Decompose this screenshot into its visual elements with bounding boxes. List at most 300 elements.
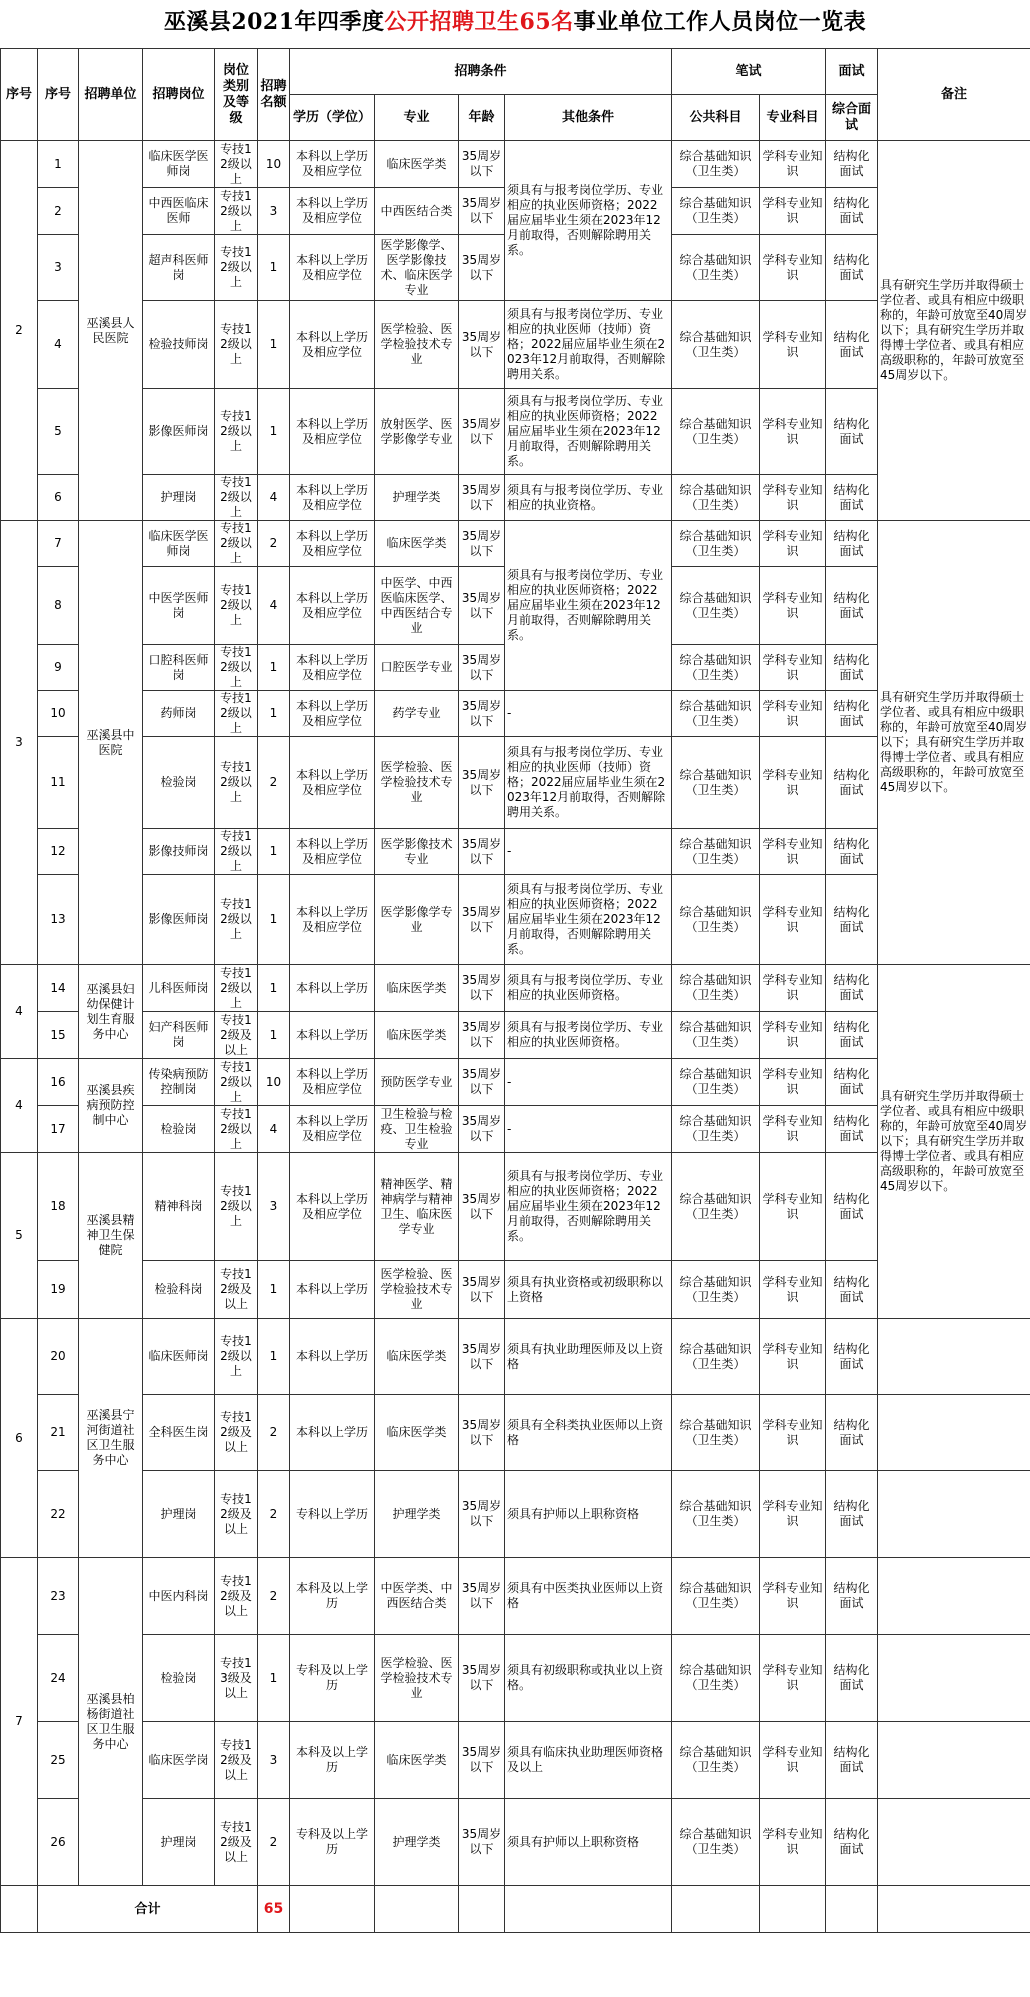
education: 本科以上学历及相应学位	[290, 829, 375, 875]
interview-type: 结构化面试	[826, 1722, 878, 1799]
header-seq-group: 序号	[1, 49, 38, 141]
interview-type: 结构化面试	[826, 389, 878, 475]
major: 临床医学类	[375, 521, 459, 567]
major: 卫生检验与检疫、卫生检验专业	[375, 1106, 459, 1153]
table-row	[1, 389, 1030, 475]
other-conditions: 须具有初级职称或执业以上资格。	[505, 1635, 672, 1722]
table-row	[1, 301, 1030, 389]
position-name: 检验岗	[143, 1635, 215, 1722]
interview-type: 结构化面试	[826, 301, 878, 389]
header-public-subject: 公共科目	[672, 95, 760, 141]
public-subject: 综合基础知识（卫生类）	[672, 1799, 760, 1886]
position-count: 4	[258, 567, 290, 645]
position-name: 临床医学岗	[143, 1722, 215, 1799]
other-conditions: 须具有与报考岗位学历、专业相应的执业医师资格；2022届应届毕业生须在2023年12月前取得，否则解除聘用关系。	[505, 521, 672, 691]
header-other: 其他条件	[505, 95, 672, 141]
major: 医学检验、医学检验技术专业	[375, 1635, 459, 1722]
prof-subject: 学科专业知识	[760, 1059, 826, 1106]
major: 护理学类	[375, 1799, 459, 1886]
public-subject: 综合基础知识（卫生类）	[672, 1319, 760, 1395]
header-category: 岗位类别及等级	[215, 49, 258, 141]
education: 本科以上学历及相应学位	[290, 389, 375, 475]
major: 临床医学类	[375, 1319, 459, 1395]
remark	[878, 1799, 1030, 1886]
interview-type: 结构化面试	[826, 1395, 878, 1471]
position-name: 临床医师岗	[143, 1319, 215, 1395]
age-limit: 35周岁以下	[459, 1799, 505, 1886]
public-subject: 综合基础知识（卫生类）	[672, 737, 760, 829]
total-empty	[375, 1886, 459, 1933]
remark: 具有研究生学历并取得硕士学位者、或具有相应中级职称的，年龄可放宽至40周岁以下；具有研究生学历并取得博士学位者、或具有相应高级职称的，年龄可放宽至45周岁以下。	[878, 965, 1030, 1319]
interview-type: 结构化面试	[826, 1261, 878, 1319]
major: 口腔医学专业	[375, 645, 459, 691]
position-category: 专技12级以上	[215, 235, 258, 301]
position-count: 1	[258, 235, 290, 301]
row-number: 11	[38, 737, 79, 829]
table-row	[1, 965, 1030, 1012]
interview-type: 结构化面试	[826, 965, 878, 1012]
recruiting-unit: 巫溪县宁河街道社区卫生服务中心	[79, 1319, 143, 1558]
table-row	[1, 1106, 1030, 1153]
total-empty	[672, 1886, 760, 1933]
recruiting-unit: 巫溪县柏杨街道社区卫生服务中心	[79, 1558, 143, 1886]
other-conditions: 须具有与报考岗位学历、专业相应的执业资格。	[505, 475, 672, 521]
row-number: 4	[38, 301, 79, 389]
public-subject: 综合基础知识（卫生类）	[672, 475, 760, 521]
prof-subject: 学科专业知识	[760, 301, 826, 389]
recruiting-unit: 巫溪县人民医院	[79, 141, 143, 521]
age-limit: 35周岁以下	[459, 141, 505, 188]
age-limit: 35周岁以下	[459, 737, 505, 829]
header-count: 招聘名额	[258, 49, 290, 141]
row-number: 21	[38, 1395, 79, 1471]
table-row	[1, 141, 1030, 188]
position-category: 专技12级以上	[215, 737, 258, 829]
major: 医学检验、医学检验技术专业	[375, 1261, 459, 1319]
public-subject: 综合基础知识（卫生类）	[672, 389, 760, 475]
total-empty	[459, 1886, 505, 1933]
prof-subject: 学科专业知识	[760, 1558, 826, 1635]
row-number: 22	[38, 1471, 79, 1558]
remark: 具有研究生学历并取得硕士学位者、或具有相应中级职称的，年龄可放宽至40周岁以下；具有研究生学历并取得博士学位者、或具有相应高级职称的，年龄可放宽至45周岁以下。	[878, 521, 1030, 965]
major: 医学检验、医学检验技术专业	[375, 737, 459, 829]
prof-subject: 学科专业知识	[760, 1395, 826, 1471]
other-conditions: 须具有与报考岗位学历、专业相应的执业医师资格；2022届应届毕业生须在2023年12月前取得，否则解除聘用关系。	[505, 389, 672, 475]
total-blank	[1, 1886, 38, 1933]
remark	[878, 1471, 1030, 1558]
public-subject: 综合基础知识（卫生类）	[672, 645, 760, 691]
prof-subject: 学科专业知识	[760, 965, 826, 1012]
education: 本科以上学历及相应学位	[290, 521, 375, 567]
interview-type: 结构化面试	[826, 1059, 878, 1106]
header-written: 笔试	[672, 49, 826, 95]
education: 本科以上学历及相应学位	[290, 567, 375, 645]
public-subject: 综合基础知识（卫生类）	[672, 141, 760, 188]
row-number: 15	[38, 1012, 79, 1059]
position-category: 专技12级及以上	[215, 1471, 258, 1558]
header-position: 招聘岗位	[143, 49, 215, 141]
position-category: 专技12级以上	[215, 1059, 258, 1106]
group-seq: 7	[1, 1558, 38, 1886]
row-number: 13	[38, 875, 79, 965]
table-row	[1, 1153, 1030, 1261]
education: 本科以上学历及相应学位	[290, 301, 375, 389]
major: 中西医结合类	[375, 188, 459, 235]
major: 医学影像技术专业	[375, 829, 459, 875]
position-name: 护理岗	[143, 1471, 215, 1558]
interview-type: 结构化面试	[826, 475, 878, 521]
table-row	[1, 521, 1030, 567]
header-seq: 序号	[38, 49, 79, 141]
public-subject: 综合基础知识（卫生类）	[672, 1106, 760, 1153]
position-category: 专技12级以上	[215, 475, 258, 521]
position-name: 临床医学医师岗	[143, 521, 215, 567]
age-limit: 35周岁以下	[459, 965, 505, 1012]
age-limit: 35周岁以下	[459, 567, 505, 645]
header-unit: 招聘单位	[79, 49, 143, 141]
age-limit: 35周岁以下	[459, 475, 505, 521]
total-empty	[505, 1886, 672, 1933]
position-count: 4	[258, 475, 290, 521]
major: 临床医学类	[375, 141, 459, 188]
other-conditions: 须具有临床执业助理医师资格及以上	[505, 1722, 672, 1799]
age-limit: 35周岁以下	[459, 235, 505, 301]
table-row	[1, 829, 1030, 875]
position-name: 中医内科岗	[143, 1558, 215, 1635]
interview-type: 结构化面试	[826, 141, 878, 188]
other-conditions: 须具有全科类执业医师以上资格	[505, 1395, 672, 1471]
age-limit: 35周岁以下	[459, 1471, 505, 1558]
prof-subject: 学科专业知识	[760, 389, 826, 475]
interview-type: 结构化面试	[826, 1471, 878, 1558]
position-count: 2	[258, 1558, 290, 1635]
education: 本科以上学历及相应学位	[290, 235, 375, 301]
position-count: 1	[258, 829, 290, 875]
position-category: 专技12级及以上	[215, 1722, 258, 1799]
prof-subject: 学科专业知识	[760, 1261, 826, 1319]
position-name: 妇产科医师岗	[143, 1012, 215, 1059]
row-number: 24	[38, 1635, 79, 1722]
public-subject: 综合基础知识（卫生类）	[672, 1059, 760, 1106]
major: 临床医学类	[375, 1722, 459, 1799]
row-number: 14	[38, 965, 79, 1012]
position-count: 1	[258, 1635, 290, 1722]
interview-type: 结构化面试	[826, 235, 878, 301]
education: 本科以上学历及相应学位	[290, 141, 375, 188]
row-number: 26	[38, 1799, 79, 1886]
education: 本科以上学历及相应学位	[290, 1153, 375, 1261]
age-limit: 35周岁以下	[459, 875, 505, 965]
header-interview: 面试	[826, 49, 878, 95]
major: 临床医学类	[375, 1395, 459, 1471]
title-prefix: 巫溪县2021年四季度	[163, 9, 385, 35]
table-row	[1, 1471, 1030, 1558]
position-name: 检验岗	[143, 737, 215, 829]
row-number: 12	[38, 829, 79, 875]
prof-subject: 学科专业知识	[760, 1012, 826, 1059]
position-count: 1	[258, 875, 290, 965]
position-category: 专技12级以上	[215, 389, 258, 475]
interview-type: 结构化面试	[826, 1799, 878, 1886]
recruiting-unit: 巫溪县疾病预防控制中心	[79, 1059, 143, 1153]
public-subject: 综合基础知识（卫生类）	[672, 567, 760, 645]
age-limit: 35周岁以下	[459, 1261, 505, 1319]
page-title	[0, 0, 1030, 44]
position-category: 专技13级及以上	[215, 1635, 258, 1722]
public-subject: 综合基础知识（卫生类）	[672, 521, 760, 567]
position-category: 专技12级及以上	[215, 1799, 258, 1886]
table-row	[1, 737, 1030, 829]
row-number: 18	[38, 1153, 79, 1261]
position-count: 2	[258, 1799, 290, 1886]
other-conditions: 须具有护师以上职称资格	[505, 1799, 672, 1886]
position-count: 1	[258, 1012, 290, 1059]
major: 医学影像学专业	[375, 875, 459, 965]
position-category: 专技12级以上	[215, 965, 258, 1012]
other-conditions: -	[505, 691, 672, 737]
age-limit: 35周岁以下	[459, 1106, 505, 1153]
other-conditions: 须具有执业资格或初级职称以上资格	[505, 1261, 672, 1319]
major: 临床医学类	[375, 1012, 459, 1059]
prof-subject: 学科专业知识	[760, 1106, 826, 1153]
total-empty	[878, 1886, 1030, 1933]
interview-type: 结构化面试	[826, 1106, 878, 1153]
public-subject: 综合基础知识（卫生类）	[672, 235, 760, 301]
group-seq: 4	[1, 965, 38, 1059]
other-conditions: -	[505, 1059, 672, 1106]
public-subject: 综合基础知识（卫生类）	[672, 1722, 760, 1799]
major: 护理学类	[375, 1471, 459, 1558]
prof-subject: 学科专业知识	[760, 829, 826, 875]
major: 药学专业	[375, 691, 459, 737]
row-number: 2	[38, 188, 79, 235]
table-row	[1, 691, 1030, 737]
position-count: 3	[258, 1153, 290, 1261]
education: 本科及以上学历	[290, 1722, 375, 1799]
positions-table	[0, 48, 1030, 1933]
table-row	[1, 475, 1030, 521]
position-category: 专技12级以上	[215, 1106, 258, 1153]
table-row	[1, 1558, 1030, 1635]
position-category: 专技12级及以上	[215, 1012, 258, 1059]
prof-subject: 学科专业知识	[760, 567, 826, 645]
education: 本科以上学历	[290, 1395, 375, 1471]
position-category: 专技12级以上	[215, 691, 258, 737]
prof-subject: 学科专业知识	[760, 1722, 826, 1799]
prof-subject: 学科专业知识	[760, 875, 826, 965]
public-subject: 综合基础知识（卫生类）	[672, 301, 760, 389]
prof-subject: 学科专业知识	[760, 737, 826, 829]
position-category: 专技12级以上	[215, 521, 258, 567]
prof-subject: 学科专业知识	[760, 1471, 826, 1558]
prof-subject: 学科专业知识	[760, 141, 826, 188]
position-count: 1	[258, 1261, 290, 1319]
row-number: 25	[38, 1722, 79, 1799]
major: 中医学、中西医临床医学、中西医结合专业	[375, 567, 459, 645]
table-row	[1, 875, 1030, 965]
education: 本科以上学历	[290, 1319, 375, 1395]
title-highlight: 公开招聘卫生65名	[384, 9, 574, 35]
major: 中医学类、中西医结合类	[375, 1558, 459, 1635]
major: 放射医学、医学影像学专业	[375, 389, 459, 475]
position-category: 专技12级以上	[215, 829, 258, 875]
public-subject: 综合基础知识（卫生类）	[672, 1558, 760, 1635]
age-limit: 35周岁以下	[459, 1395, 505, 1471]
education: 本科以上学历及相应学位	[290, 645, 375, 691]
position-name: 影像医师岗	[143, 389, 215, 475]
title-suffix: 事业单位工作人员岗位一览表	[573, 9, 867, 35]
education: 本科以上学历及相应学位	[290, 1059, 375, 1106]
interview-type: 结构化面试	[826, 188, 878, 235]
age-limit: 35周岁以下	[459, 829, 505, 875]
table-row	[1, 1395, 1030, 1471]
position-count: 2	[258, 737, 290, 829]
row-number: 17	[38, 1106, 79, 1153]
prof-subject: 学科专业知识	[760, 521, 826, 567]
position-category: 专技12级以上	[215, 1153, 258, 1261]
age-limit: 35周岁以下	[459, 521, 505, 567]
remark: 具有研究生学历并取得硕士学位者、或具有相应中级职称的，年龄可放宽至40周岁以下；具有研究生学历并取得博士学位者、或具有相应高级职称的，年龄可放宽至45周岁以下。	[878, 141, 1030, 521]
public-subject: 综合基础知识（卫生类）	[672, 1471, 760, 1558]
recruiting-unit: 巫溪县妇幼保健计划生育服务中心	[79, 965, 143, 1059]
header-major: 专业	[375, 95, 459, 141]
row-number: 20	[38, 1319, 79, 1395]
position-name: 临床医学医师岗	[143, 141, 215, 188]
education: 本科以上学历及相应学位	[290, 1106, 375, 1153]
interview-type: 结构化面试	[826, 645, 878, 691]
education: 专科以上学历	[290, 1471, 375, 1558]
public-subject: 综合基础知识（卫生类）	[672, 1153, 760, 1261]
position-count: 2	[258, 521, 290, 567]
other-conditions: 须具有护师以上职称资格	[505, 1471, 672, 1558]
position-name: 全科医生岗	[143, 1395, 215, 1471]
row-number: 7	[38, 521, 79, 567]
major: 精神医学、精神病学与精神卫生、临床医学专业	[375, 1153, 459, 1261]
position-name: 检验技师岗	[143, 301, 215, 389]
education: 本科以上学历及相应学位	[290, 875, 375, 965]
interview-type: 结构化面试	[826, 1558, 878, 1635]
position-name: 精神科岗	[143, 1153, 215, 1261]
interview-type: 结构化面试	[826, 1153, 878, 1261]
prof-subject: 学科专业知识	[760, 235, 826, 301]
header-age: 年龄	[459, 95, 505, 141]
table-row	[1, 1799, 1030, 1886]
table-row	[1, 1059, 1030, 1106]
education: 本科以上学历及相应学位	[290, 737, 375, 829]
position-name: 传染病预防控制岗	[143, 1059, 215, 1106]
interview-type: 结构化面试	[826, 875, 878, 965]
other-conditions: 须具有与报考岗位学历、专业相应的执业医师资格；2022届应届毕业生须在2023年12月前取得，否则解除聘用关系。	[505, 141, 672, 301]
age-limit: 35周岁以下	[459, 1059, 505, 1106]
header-prof-subject: 专业科目	[760, 95, 826, 141]
position-count: 1	[258, 691, 290, 737]
education: 本科及以上学历	[290, 1558, 375, 1635]
remark	[878, 1722, 1030, 1799]
position-name: 检验科岗	[143, 1261, 215, 1319]
header-remark: 备注	[878, 49, 1030, 141]
age-limit: 35周岁以下	[459, 389, 505, 475]
interview-type: 结构化面试	[826, 1319, 878, 1395]
public-subject: 综合基础知识（卫生类）	[672, 691, 760, 737]
public-subject: 综合基础知识（卫生类）	[672, 829, 760, 875]
row-number: 19	[38, 1261, 79, 1319]
other-conditions: 须具有与报考岗位学历、专业相应的执业医师资格。	[505, 965, 672, 1012]
position-name: 护理岗	[143, 1799, 215, 1886]
education: 本科以上学历	[290, 1261, 375, 1319]
major: 医学影像学、医学影像技术、临床医学专业	[375, 235, 459, 301]
row-number: 8	[38, 567, 79, 645]
age-limit: 35周岁以下	[459, 1635, 505, 1722]
interview-type: 结构化面试	[826, 1635, 878, 1722]
row-number: 9	[38, 645, 79, 691]
position-count: 1	[258, 389, 290, 475]
header-edu: 学历（学位）	[290, 95, 375, 141]
group-seq: 5	[1, 1153, 38, 1319]
prof-subject: 学科专业知识	[760, 1319, 826, 1395]
table-row	[1, 1012, 1030, 1059]
row-number: 10	[38, 691, 79, 737]
total-empty	[290, 1886, 375, 1933]
position-count: 3	[258, 188, 290, 235]
public-subject: 综合基础知识（卫生类）	[672, 1395, 760, 1471]
row-number: 5	[38, 389, 79, 475]
header-comp-interview: 综合面试	[826, 95, 878, 141]
total-label: 合计	[38, 1886, 258, 1933]
position-category: 专技12级以上	[215, 567, 258, 645]
position-name: 中西医临床医师	[143, 188, 215, 235]
table-row	[1, 1319, 1030, 1395]
total-row	[1, 1886, 1030, 1933]
row-number: 23	[38, 1558, 79, 1635]
interview-type: 结构化面试	[826, 521, 878, 567]
position-category: 专技12级及以上	[215, 1558, 258, 1635]
other-conditions: 须具有执业助理医师及以上资格	[505, 1319, 672, 1395]
education: 本科以上学历及相应学位	[290, 475, 375, 521]
public-subject: 综合基础知识（卫生类）	[672, 1012, 760, 1059]
other-conditions: -	[505, 829, 672, 875]
other-conditions: 须具有与报考岗位学历、专业相应的执业医师资格。	[505, 1012, 672, 1059]
prof-subject: 学科专业知识	[760, 691, 826, 737]
public-subject: 综合基础知识（卫生类）	[672, 1261, 760, 1319]
position-count: 10	[258, 1059, 290, 1106]
total-value: 65	[258, 1886, 290, 1933]
interview-type: 结构化面试	[826, 567, 878, 645]
major: 预防医学专业	[375, 1059, 459, 1106]
education: 本科以上学历及相应学位	[290, 691, 375, 737]
total-empty	[760, 1886, 826, 1933]
position-name: 超声科医师岗	[143, 235, 215, 301]
position-category: 专技12级以上	[215, 645, 258, 691]
public-subject: 综合基础知识（卫生类）	[672, 875, 760, 965]
position-category: 专技12级及以上	[215, 1395, 258, 1471]
position-count: 3	[258, 1722, 290, 1799]
header-conditions: 招聘条件	[290, 49, 672, 95]
position-category: 专技12级以上	[215, 141, 258, 188]
prof-subject: 学科专业知识	[760, 475, 826, 521]
education: 本科以上学历及相应学位	[290, 188, 375, 235]
position-category: 专技12级以上	[215, 1319, 258, 1395]
position-category: 专技12级以上	[215, 188, 258, 235]
education: 专科及以上学历	[290, 1635, 375, 1722]
position-count: 1	[258, 645, 290, 691]
group-seq: 2	[1, 141, 38, 521]
education: 本科以上学历	[290, 1012, 375, 1059]
age-limit: 35周岁以下	[459, 1722, 505, 1799]
position-count: 2	[258, 1471, 290, 1558]
other-conditions: 须具有与报考岗位学历、专业相应的执业医师资格；2022届应届毕业生须在2023年12月前取得，否则解除聘用关系。	[505, 875, 672, 965]
age-limit: 35周岁以下	[459, 188, 505, 235]
position-name: 药师岗	[143, 691, 215, 737]
